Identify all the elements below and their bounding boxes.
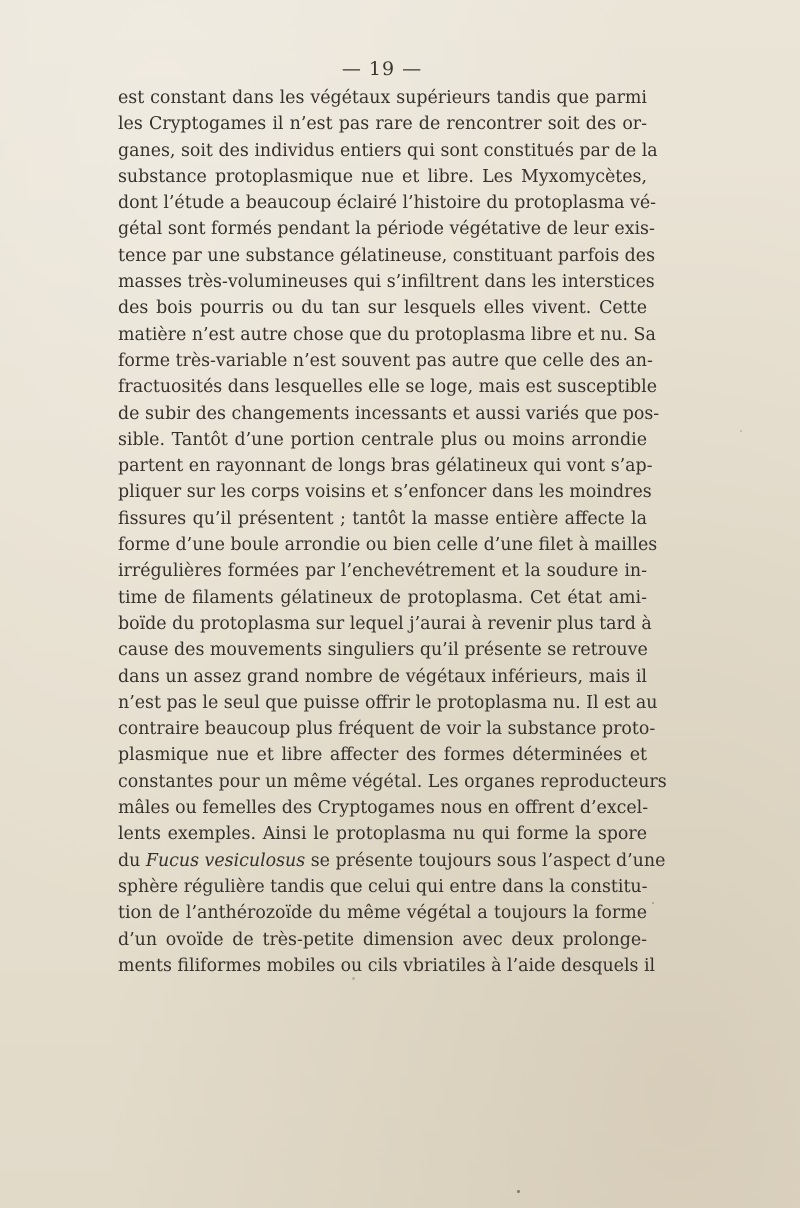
text-line: du Fucus vesiculosus se présente toujours sous l’aspect d’une: [118, 850, 666, 871]
text-line: mâles ou femelles des Cryptogames nous en offrent d’excel-: [118, 798, 649, 819]
text-line: dans un assez grand nombre de végétaux inférieurs, mais il: [118, 666, 647, 687]
paper-speck: [352, 977, 355, 980]
text-line: forme d’une boule arrondie ou bien celle d’une filet à mailles: [118, 535, 658, 556]
text-line: gétal sont formés pendant la période végétative de leur exis-: [118, 219, 655, 240]
text-line: partent en rayonnant de longs bras gélatineux qui vont s’ap-: [118, 456, 653, 477]
text-line: tion de l’anthérozoïde du même végétal a toujours la forme: [118, 903, 647, 924]
text-line: sphère régulière tandis que celui qui entre dans la constitu-: [118, 876, 648, 897]
text-line: est constant dans les végétaux supérieurs tandis que parmi: [118, 88, 647, 108]
text-line: cause des mouvements singuliers qu’il présente se retrouve: [118, 640, 648, 661]
text-line: masses très-volumineuses qui s’infiltrent dans les interstices: [118, 272, 655, 293]
text-line: d’un ovoïde de très-petite dimension avec deux prolonge-: [118, 929, 647, 950]
text-line: des bois pourris ou du tan sur lesquels elles vivent. Cette: [118, 298, 647, 319]
text-line: time de filaments gélatineux de protoplasma. Cet état ami-: [118, 587, 647, 608]
text-line: n’est pas le seul que puisse offrir le protoplasma nu. Il est au: [118, 692, 658, 713]
text-line: contraire beaucoup plus fréquent de voir la substance proto-: [118, 719, 656, 740]
text-line: fissures qu’il présentent ; tantôt la masse entière affecte la: [118, 508, 647, 529]
text-line: fractuosités dans lesquelles elle se loge, mais est susceptible: [118, 377, 658, 398]
text-line: irrégulières formées par l’enchevétrement et la soudure in-: [118, 561, 647, 582]
species-name: Fucus vesiculosus: [145, 850, 306, 871]
text-line: ments filiformes mobiles ou cils vbriatiles à l’aide desquels il: [118, 955, 656, 976]
text-line: tence par une substance gélatineuse, constituant parfois des: [118, 245, 656, 266]
text-line: lents exemples. Ainsi le protoplasma nu qui forme la spore: [118, 824, 647, 845]
text-line: de subir des changements incessants et aussi variés que pos-: [118, 403, 660, 424]
text-line: matière n’est autre chose que du protoplasma libre et nu. Sa: [118, 324, 656, 345]
paper-speck: [517, 1190, 520, 1193]
text-line: dont l’étude a beaucoup éclairé l’histoire du protoplasma vé-: [118, 193, 656, 214]
text-line: pliquer sur les corps voisins et s’enfoncer dans les moindres: [118, 482, 652, 503]
text-line: substance protoplasmique nue et libre. Les Myxomycètes,: [118, 166, 647, 187]
text-line: boïde du protoplasma sur lequel j’aurai à revenir plus tard à: [118, 613, 652, 634]
text-line: sible. Tantôt d’une portion centrale plus ou moins arrondie: [118, 429, 647, 450]
text-line: plasmique nue et libre affecter des formes déterminées et: [118, 745, 647, 766]
text-line: ganes, soit des individus entiers qui sont constitués par de la: [118, 140, 658, 161]
paper-speck: [652, 902, 654, 904]
text-line: constantes pour un même végétal. Les organes reproducteurs: [118, 771, 667, 792]
text-line: les Cryptogames il n’est pas rare de rencontrer soit des or-: [118, 114, 647, 135]
body-text: [118, 85, 667, 979]
text-line: forme très-variable n’est souvent pas autre que celle des an-: [118, 350, 653, 371]
paper-speck: [740, 430, 742, 432]
page-number: — 19 —: [341, 58, 423, 80]
